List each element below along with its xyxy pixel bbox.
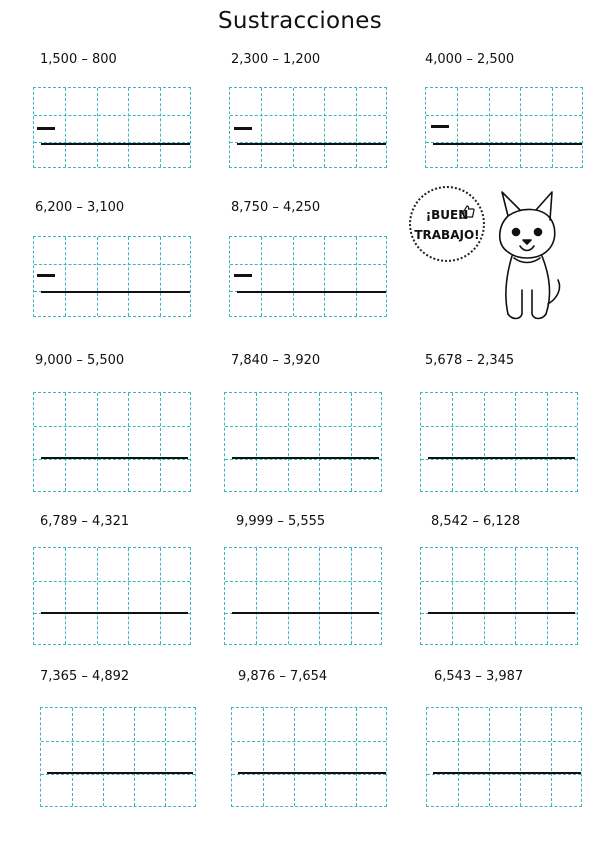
problem-label: 9,876 – 7,654 (238, 669, 328, 684)
answer-grid-7[interactable] (224, 392, 382, 492)
answer-line (41, 143, 190, 145)
answer-grid-6[interactable] (33, 392, 191, 492)
answer-line (232, 612, 379, 614)
answer-line (232, 457, 379, 459)
minus-sign (431, 125, 449, 128)
problem-label: 1,500 – 800 (40, 52, 117, 67)
problem-label: 4,000 – 2,500 (425, 52, 515, 67)
puppy-illustration (486, 186, 566, 326)
answer-grid-10[interactable] (224, 547, 382, 645)
answer-line (428, 457, 575, 459)
problem-label: 8,542 – 6,128 (431, 514, 521, 529)
answer-grid-3[interactable] (425, 87, 583, 168)
problem-label: 6,543 – 3,987 (434, 669, 524, 684)
answer-line (41, 291, 190, 293)
problem-label: 2,300 – 1,200 (231, 52, 321, 67)
answer-grid-1[interactable] (33, 87, 191, 168)
answer-grid-11[interactable] (420, 547, 578, 645)
answer-line (237, 291, 386, 293)
answer-line (41, 612, 188, 614)
answer-line (238, 772, 386, 774)
answer-grid-5[interactable] (229, 236, 387, 317)
answer-grid-12[interactable] (40, 707, 196, 807)
page-title: Sustracciones (217, 8, 383, 34)
minus-sign (234, 127, 252, 130)
answer-line (41, 457, 188, 459)
answer-line (428, 612, 575, 614)
badge-line-1: ¡BUEN (425, 208, 469, 222)
problem-label: 8,750 – 4,250 (231, 200, 321, 215)
answer-line (237, 143, 386, 145)
answer-grid-8[interactable] (420, 392, 578, 492)
badge-line-2: TRABAJO! (414, 228, 480, 242)
good-job-badge (409, 186, 485, 262)
problem-label: 6,789 – 4,321 (40, 514, 130, 529)
problem-label: 9,000 – 5,500 (35, 353, 125, 368)
problem-label: 7,365 – 4,892 (40, 669, 130, 684)
answer-grid-9[interactable] (33, 547, 191, 645)
problem-label: 5,678 – 2,345 (425, 353, 515, 368)
minus-sign (37, 274, 55, 277)
answer-grid-13[interactable] (231, 707, 387, 807)
answer-line (47, 772, 193, 774)
answer-grid-14[interactable] (426, 707, 582, 807)
answer-line (433, 772, 581, 774)
problem-label: 7,840 – 3,920 (231, 353, 321, 368)
problem-label: 6,200 – 3,100 (35, 200, 125, 215)
minus-sign (37, 127, 55, 130)
answer-grid-4[interactable] (33, 236, 191, 317)
minus-sign (234, 274, 252, 277)
answer-grid-2[interactable] (229, 87, 387, 168)
thumbs-up-icon (459, 204, 475, 220)
problem-label: 9,999 – 5,555 (236, 514, 326, 529)
answer-line (433, 143, 582, 145)
